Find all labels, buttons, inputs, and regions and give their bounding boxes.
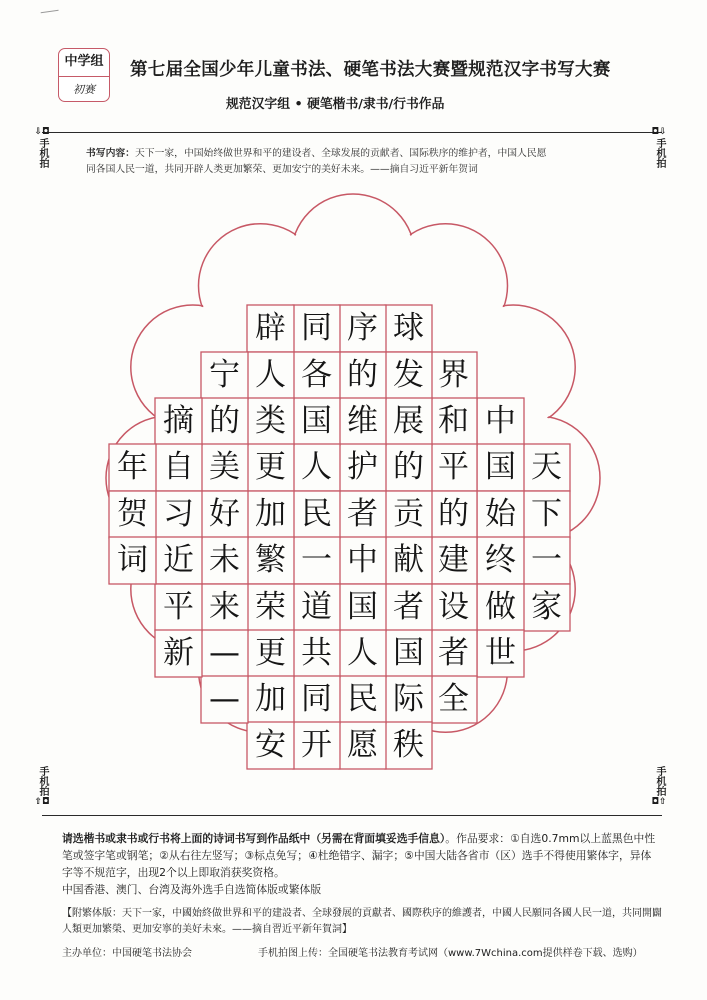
calligraphy-char: 贡 xyxy=(393,496,424,532)
page-title: 第七届全国少年儿童书法、硬笔书法大赛暨规范汉字书写大赛 xyxy=(130,60,611,80)
calligraphy-char: 终 xyxy=(485,542,516,578)
calligraphy-char: 中 xyxy=(347,542,378,578)
calligraphy-char: 国 xyxy=(301,403,332,439)
calligraphy-char: 词 xyxy=(117,542,148,578)
calligraphy-char: 护 xyxy=(347,449,378,485)
calligraphy-char: 者 xyxy=(438,635,469,671)
calligraphy-char: 繁 xyxy=(255,542,286,578)
calligraphy-char: 一 xyxy=(301,542,332,578)
calligraphy-char: 同 xyxy=(301,681,332,717)
calligraphy-char: 展 xyxy=(393,403,424,439)
requirements-lead: 请选楷书或隶书或行书将上面的诗词书写到作品纸中（另需在背面填妥选手信息） xyxy=(62,832,446,845)
calligraphy-char: 的 xyxy=(209,403,240,439)
calligraphy-char: 类 xyxy=(255,403,286,439)
group-badge-label: 中学组 xyxy=(59,49,109,77)
calligraphy-char: 设 xyxy=(438,589,469,625)
calligraphy-char: 国 xyxy=(347,589,378,625)
calligraphy-char: 道 xyxy=(301,589,332,625)
calligraphy-char: 自 xyxy=(163,449,194,485)
round-badge-label: 初赛 xyxy=(73,83,95,96)
calligraphy-char: 新 xyxy=(163,635,194,671)
requirements-rules: 。作品要求：①自选0.7mm以上蓝黑色中性笔或签字笔或钢笔；②从右往左竖写；③标点免写；④杜绝错字、漏字；⑤中国大陆各省市（区）选手不得使用繁体字，异体字等不规范字，出现2个以上即取消获奖资格。 xyxy=(62,832,656,879)
calligraphy-char: 一 xyxy=(531,542,562,578)
calligraphy-char: 和 xyxy=(438,403,469,439)
calligraphy-char: 的 xyxy=(347,357,378,393)
calligraphy-char: 的 xyxy=(438,496,469,532)
calligraphy-char: 平 xyxy=(438,449,469,485)
calligraphy-char: — xyxy=(209,635,240,671)
calligraphy-char: 建 xyxy=(438,542,469,578)
calligraphy-char: 国 xyxy=(485,449,516,485)
calligraphy-char: 平 xyxy=(163,589,194,625)
calligraphy-char: 安 xyxy=(255,727,286,763)
calligraphy-char: 始 xyxy=(485,496,516,532)
calligraphy-char: 发 xyxy=(393,357,424,393)
calligraphy-char: 球 xyxy=(393,310,424,346)
calligraphy-char: 者 xyxy=(347,496,378,532)
calligraphy-char: 民 xyxy=(301,496,332,532)
calligraphy-char: 未 xyxy=(209,542,240,578)
phone-photo-label: 手机拍 xyxy=(37,138,48,168)
calligraphy-char: 世 xyxy=(485,635,516,671)
calligraphy-char: 好 xyxy=(209,496,240,532)
calligraphy-char: 同 xyxy=(301,310,332,346)
calligraphy-char: 摘 xyxy=(163,403,194,439)
requirements xyxy=(62,830,662,898)
calligraphy-char: 人 xyxy=(347,635,378,671)
camera-upload-icon: ◘⇧ xyxy=(651,797,667,807)
calligraphy-char: 共 xyxy=(301,635,332,671)
calligraphy-char: 序 xyxy=(347,310,378,346)
calligraphy-char: 习 xyxy=(163,496,194,532)
calligraphy-char: 下 xyxy=(531,496,562,532)
writing-content-text-1: 天下一家，中国始终做世界和平的建设者、全球发展的贡献者、国际秩序的维护者，中国人民愿 xyxy=(134,148,547,159)
writing-content-label: 书写内容： xyxy=(86,148,135,159)
calligraphy-char: 贺 xyxy=(117,496,148,532)
calligraphy-char: 界 xyxy=(438,357,469,393)
upload-info: 手机拍图上传：全国硬笔书法教育考试网（www.7Wchina.com提供样卷下载、选购） xyxy=(258,948,643,959)
calligraphy-char: 美 xyxy=(209,449,240,485)
phone-photo-label: 手机拍 xyxy=(37,766,48,796)
calligraphy-char: 家 xyxy=(531,589,562,625)
calligraphy-char: 更 xyxy=(255,635,286,671)
page-subtitle: 规范汉字组 • 硬笔楷书/隶书/行书作品 xyxy=(226,97,445,112)
calligraphy-char: 来 xyxy=(209,589,240,625)
calligraphy-char: 天 xyxy=(531,449,562,485)
download-camera-icon: ⇩◘ xyxy=(34,127,50,137)
calligraphy-char: 辟 xyxy=(255,310,286,346)
traditional-version: 【附繁体版：天下一家，中國始終做世界和平的建設者、全球發展的貢獻者、國際秩序的維護者，中國人民願同各國人民一道，共同開闢人類更加繁榮、更加安寧的美好未來。——摘自習近平新年賀詞】 xyxy=(62,908,662,935)
calligraphy-char: 民 xyxy=(347,681,378,717)
calligraphy-char: 做 xyxy=(485,589,516,625)
calligraphy-char: 近 xyxy=(163,542,194,578)
calligraphy-char: 年 xyxy=(117,449,148,485)
calligraphy-char: 维 xyxy=(347,403,378,439)
organizer: 主办单位：中国硬笔书法协会 xyxy=(62,948,192,959)
calligraphy-char: 各 xyxy=(301,357,332,393)
calligraphy-char: 加 xyxy=(255,681,286,717)
calligraphy-char: 全 xyxy=(438,681,469,717)
camera-download-icon: ◘⇩ xyxy=(651,127,667,137)
calligraphy-char: 秩 xyxy=(393,727,424,763)
calligraphy-char: 荣 xyxy=(255,589,286,625)
calligraphy-char: 献 xyxy=(393,542,424,578)
calligraphy-char: 更 xyxy=(255,449,286,485)
calligraphy-char: — xyxy=(209,681,240,717)
calligraphy-char: 开 xyxy=(301,727,332,763)
phone-photo-label: 手机拍 xyxy=(654,138,665,168)
calligraphy-char: 宁 xyxy=(209,357,240,393)
phone-photo-label: 手机拍 xyxy=(654,766,665,796)
writing-content-text-2: 同各国人民一道，共同开辟人类更加繁荣、更加安宁的美好未来。——摘自习近平新年贺词 xyxy=(86,164,478,175)
calligraphy-char: 际 xyxy=(393,681,424,717)
calligraphy-char: 者 xyxy=(393,589,424,625)
bottom-divider xyxy=(42,815,662,816)
calligraphy-char: 的 xyxy=(393,449,424,485)
requirements-hk-note: 中国香港、澳门、台湾及海外选手自选简体版或繁体版 xyxy=(62,883,322,896)
calligraphy-char: 人 xyxy=(301,449,332,485)
calligraphy-char: 中 xyxy=(485,403,516,439)
calligraphy-char: 人 xyxy=(255,357,286,393)
upload-camera-icon: ⇧◘ xyxy=(34,797,50,807)
calligraphy-char: 国 xyxy=(393,635,424,671)
calligraphy-char: 加 xyxy=(255,496,286,532)
calligraphy-char: 愿 xyxy=(347,727,378,763)
